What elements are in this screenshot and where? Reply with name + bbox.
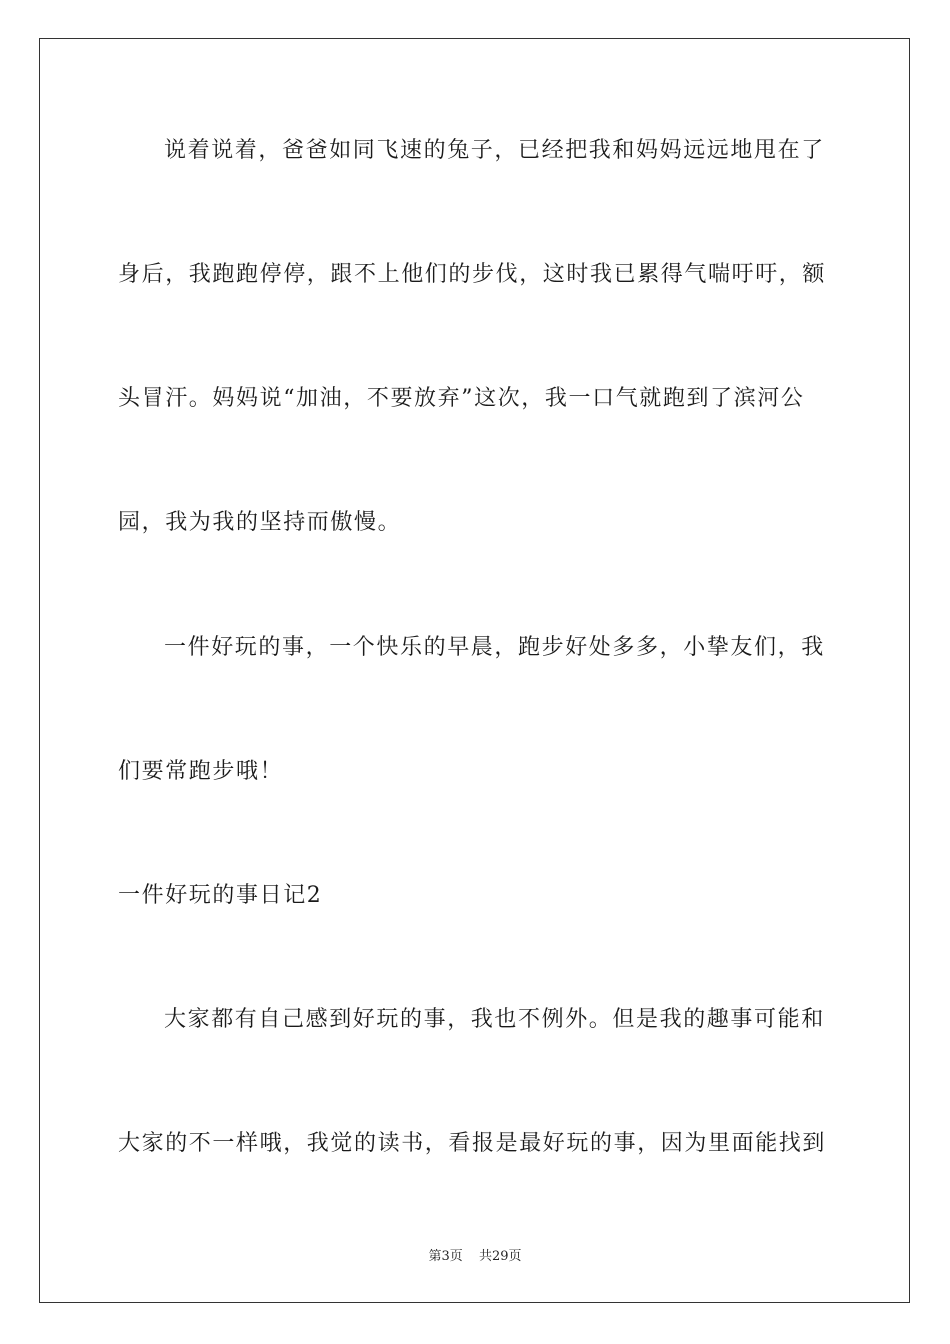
paragraph-line: 大家的不一样哦，我觉的读书，看报是最好玩的事，因为里面能找到 bbox=[118, 1131, 827, 1156]
section-heading: 一件好玩的事日记2 bbox=[118, 883, 323, 908]
page-border bbox=[39, 38, 910, 1303]
paragraph-line: 一件好玩的事，一个快乐的早晨，跑步好处多多，小挚友们，我 bbox=[164, 635, 825, 660]
page-number: 第3页 bbox=[428, 1249, 463, 1264]
paragraph-line: 说着说着，爸爸如同飞速的兔子，已经把我和妈妈远远地甩在了 bbox=[164, 138, 825, 163]
paragraph-line: 头冒汗。妈妈说“加油，不要放弃”这次，我一口气就跑到了滨河公 bbox=[118, 386, 805, 411]
paragraph-line: 园，我为我的坚持而傲慢。 bbox=[118, 510, 402, 535]
paragraph-line: 身后，我跑跑停停，跟不上他们的步伐，这时我已累得气喘吁吁，额 bbox=[118, 262, 827, 287]
page-total: 共29页 bbox=[478, 1249, 522, 1264]
paragraph-line: 大家都有自己感到好玩的事，我也不例外。但是我的趣事可能和 bbox=[164, 1007, 825, 1032]
page-footer bbox=[0, 1248, 950, 1266]
paragraph-line: 们要常跑步哦！ bbox=[118, 759, 284, 784]
